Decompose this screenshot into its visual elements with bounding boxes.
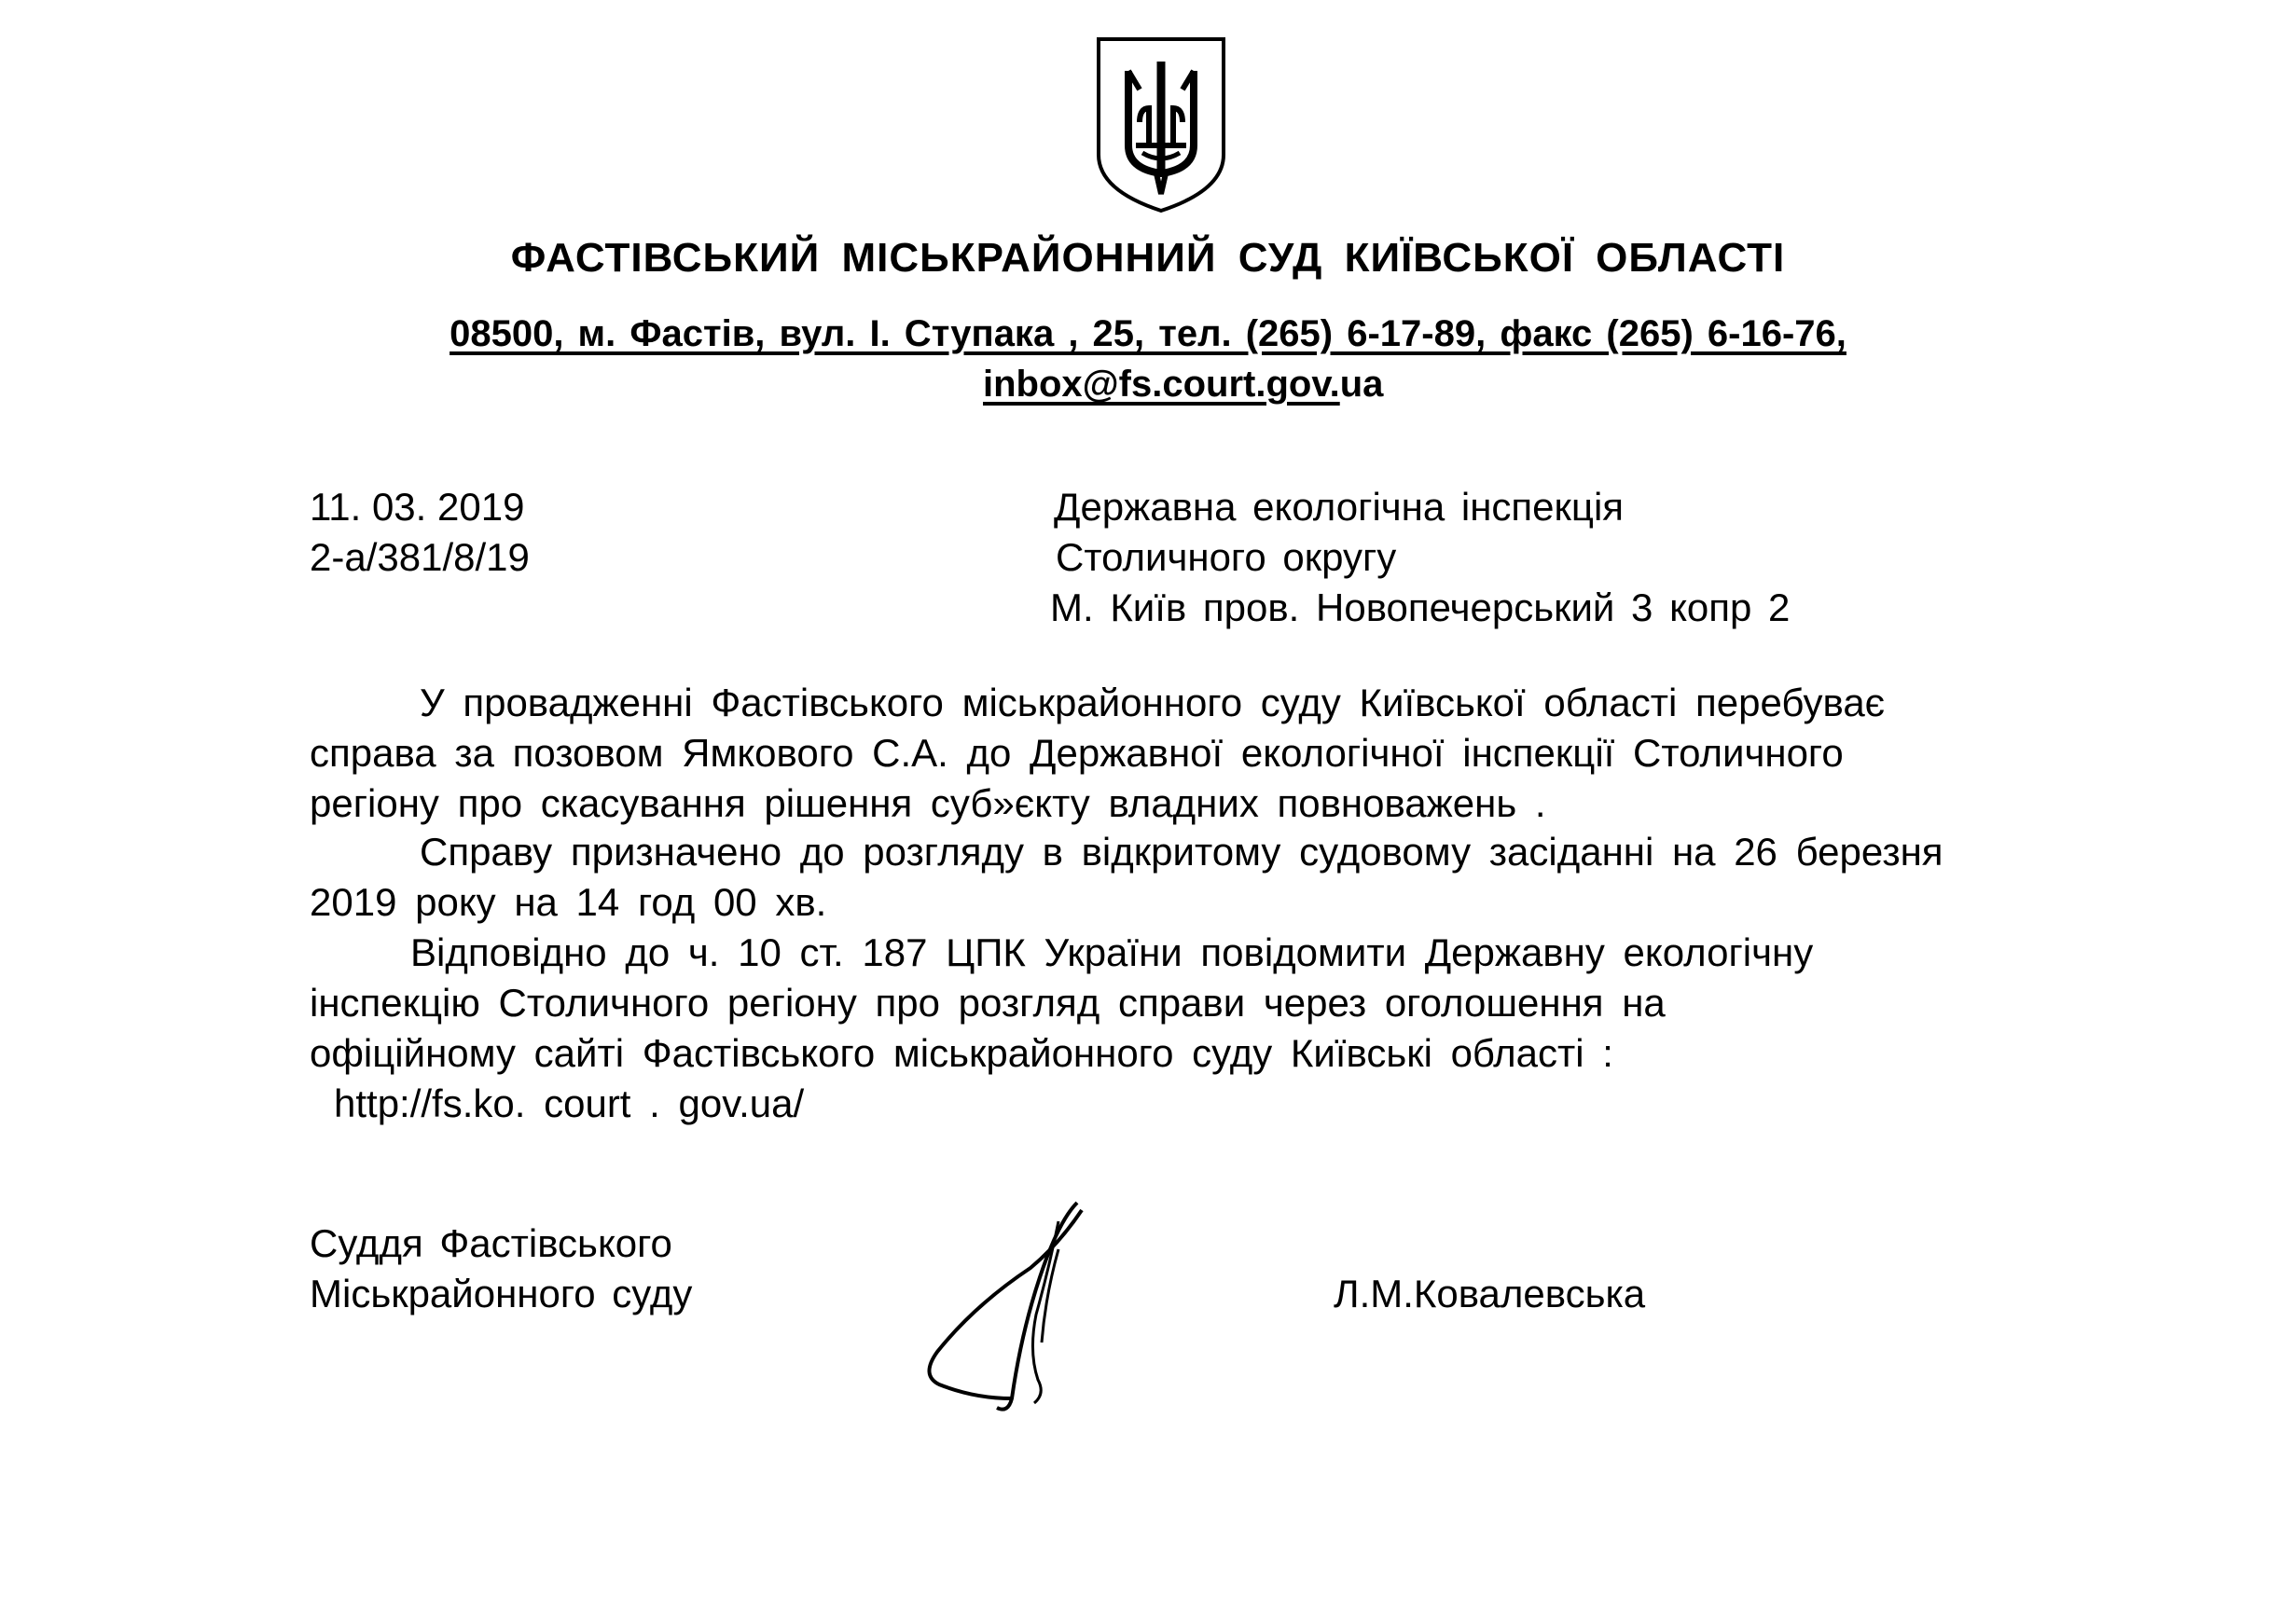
paragraph1-line2: справа за позовом Ямкового С.А. до Державної екологічної інспекції Столичного — [310, 731, 1844, 775]
addressee-line2: Столичного округу — [1056, 535, 1397, 579]
paragraph3-line1: Відповідно до ч. 10 ст. 187 ЦПК України повідомити Державну екологічну — [410, 930, 1814, 974]
paragraph2-line1: Справу призначено до розгляду в відкритому судовому засіданні на 26 березня — [420, 830, 1943, 874]
paragraph1-line3: регіону про скасування рішення суб»єкту владних повноважень . — [310, 781, 1546, 825]
judge-name: Л.М.Ковалевська — [1334, 1272, 1646, 1315]
case-number: 2-а/381/8/19 — [310, 535, 530, 579]
paragraph1-line1: У провадженні Фастівського міськрайонного суду Київської області перебуває — [420, 681, 1886, 724]
paragraph2-line2: 2019 року на 14 год 00 хв. — [310, 880, 827, 924]
addressee-line3: М. Київ пров. Новопечерський 3 копр 2 — [1050, 585, 1791, 629]
court-email — [983, 364, 1383, 406]
signer-title-line1: Суддя Фастівського — [310, 1221, 672, 1265]
document-date: 11. 03. 2019 — [310, 485, 525, 529]
court-name: ФАСТІВСЬКИЙ МІСЬКРАЙОННИЙ СУД КИЇВСЬКОЇ ОБЛАСТІ — [510, 235, 1786, 281]
paragraph3-line3: офіційному сайті Фастівського міськрайонного суду Київські області : — [310, 1031, 1613, 1075]
court-address: 08500, м. Фастів, вул. І. Ступака , 25, тел. (265) 6-17-89, факс (265) 6-16-76, — [450, 313, 1846, 354]
coat-of-arms-icon — [1091, 34, 1231, 215]
court-email-underlined: inbox@fs.court.gov. — [983, 364, 1340, 405]
signer-title-line2: Міськрайонного суду — [310, 1272, 693, 1315]
paragraph3-line2: інспекцію Столичного регіону про розгляд справи через оголошення на — [310, 981, 1666, 1025]
signature-icon — [919, 1193, 1105, 1417]
addressee-line1: Державна екологічна інспекція — [1054, 485, 1625, 529]
court-email-suffix: ua — [1339, 364, 1384, 405]
court-website-link: http://fs.ko. court . gov.ua/ — [334, 1081, 805, 1125]
